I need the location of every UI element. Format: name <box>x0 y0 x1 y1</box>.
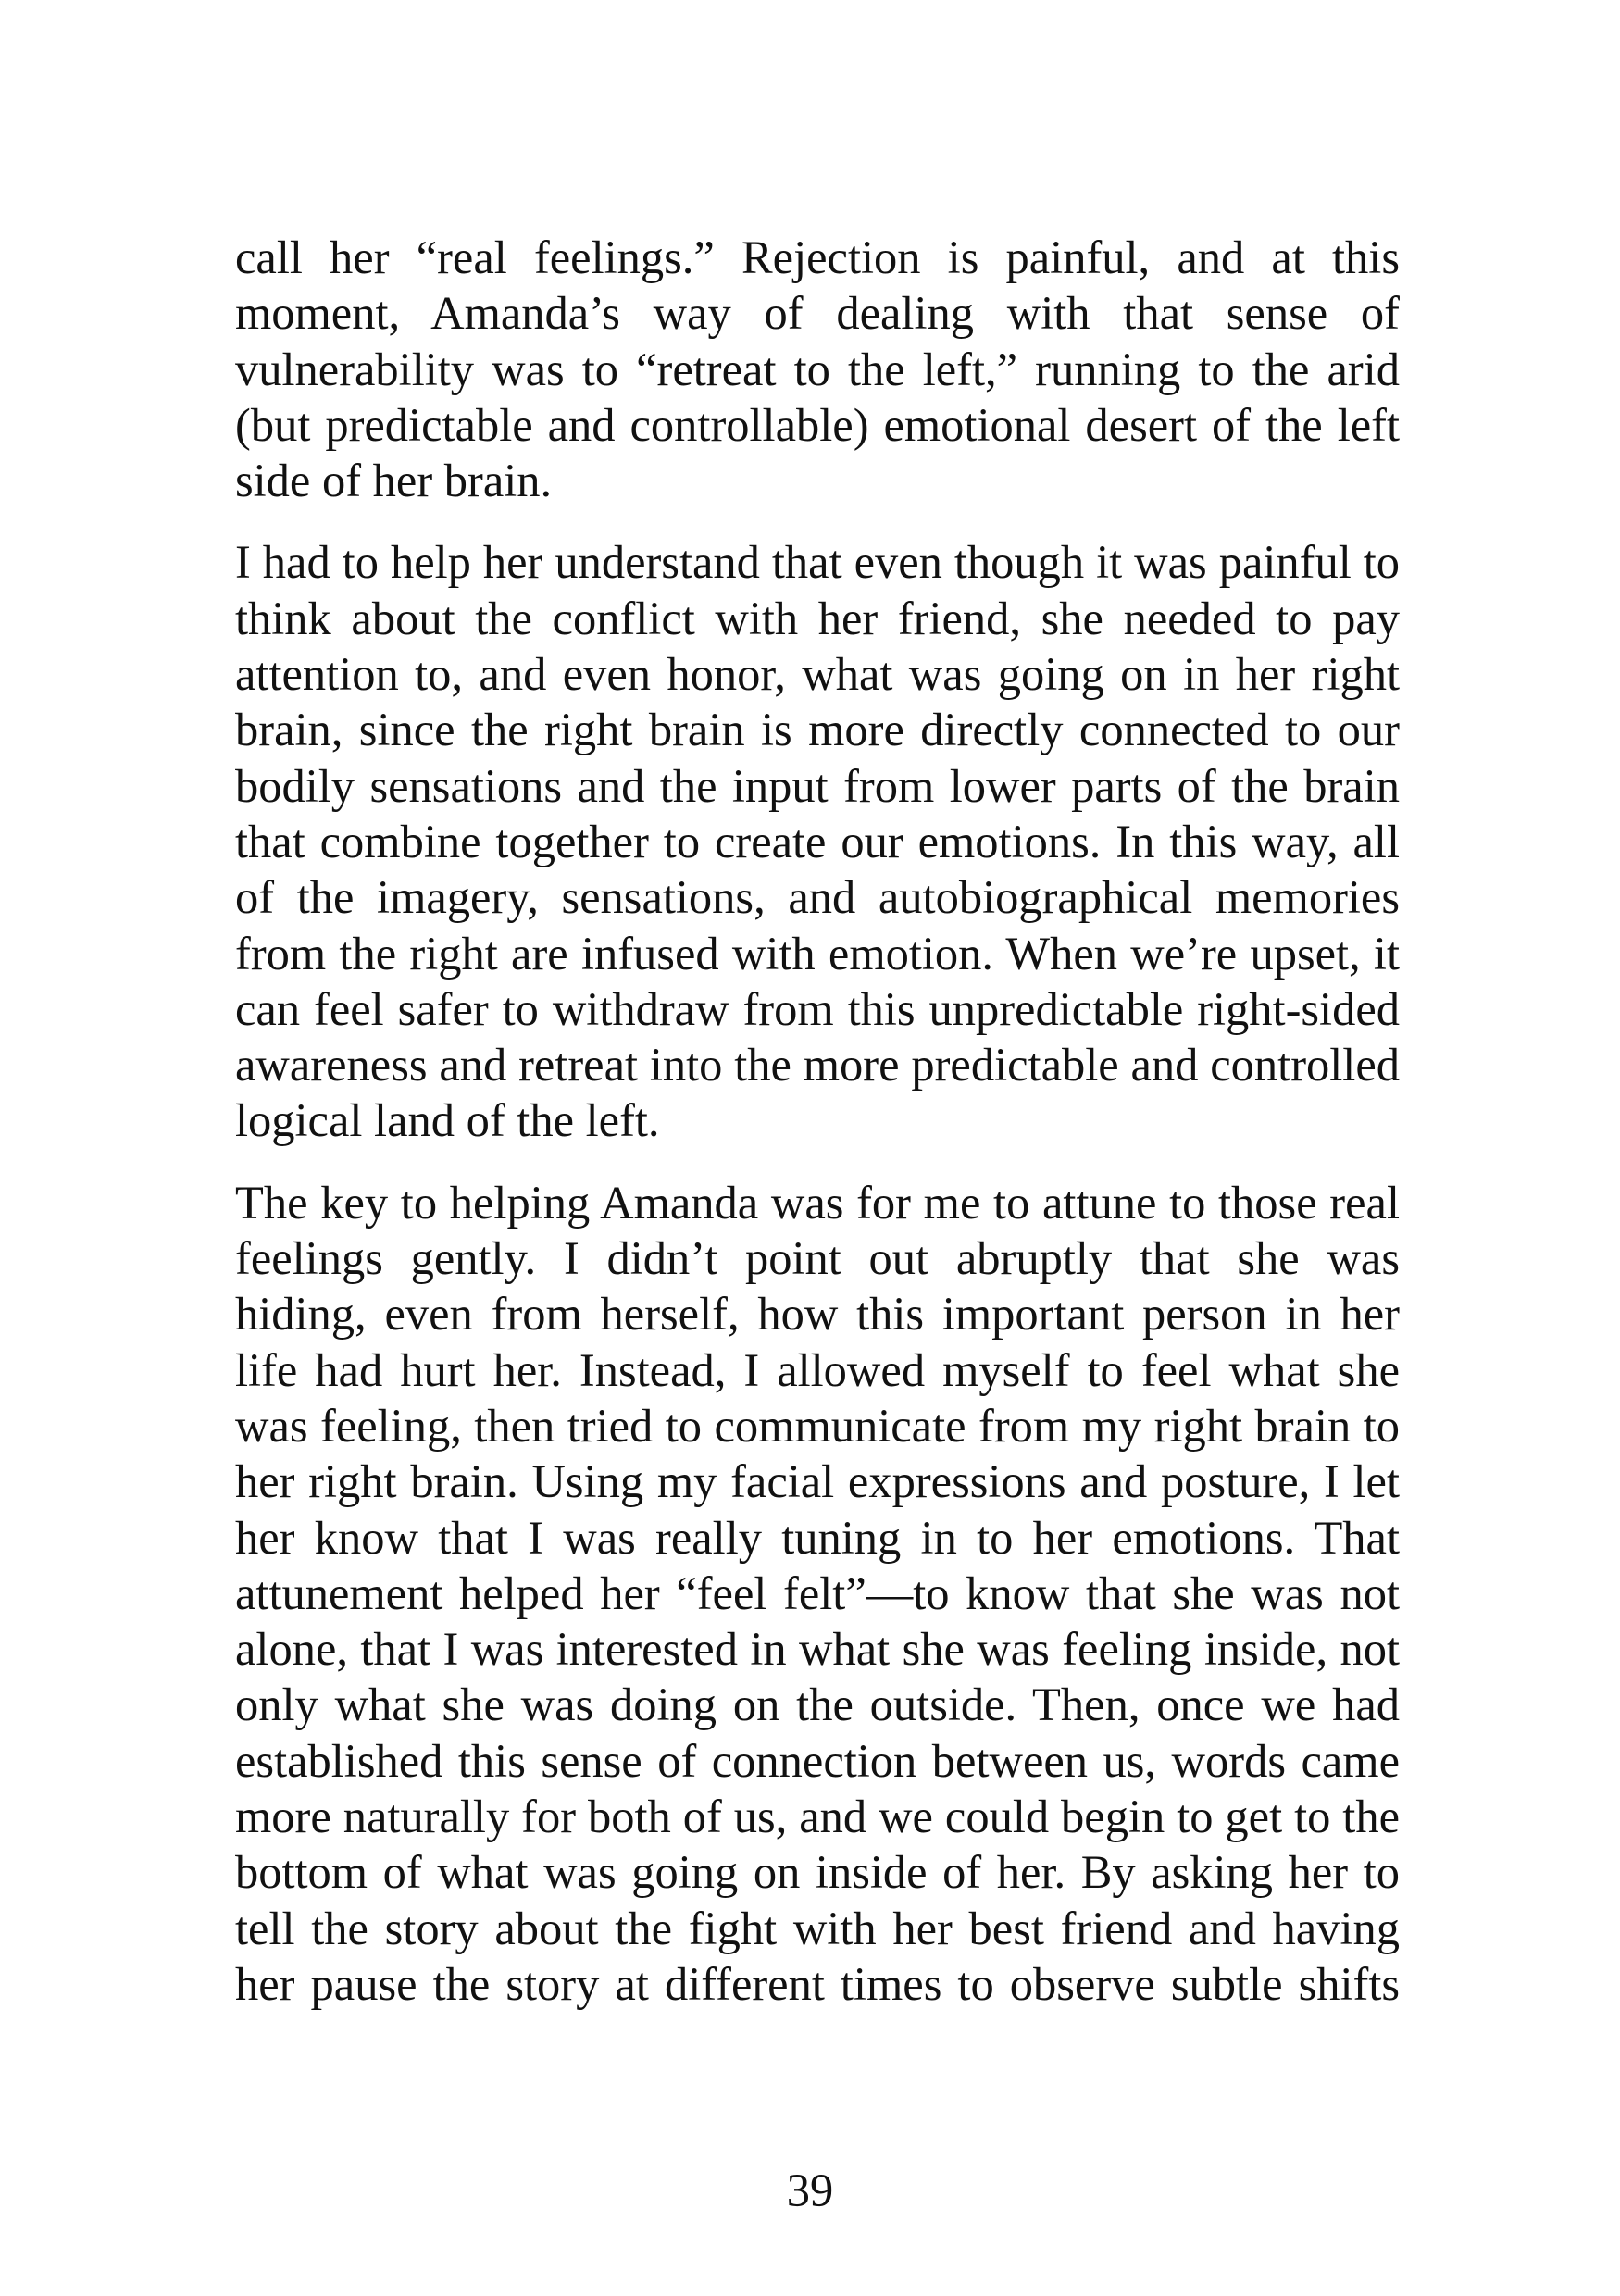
page-number: 39 <box>786 2165 834 2216</box>
paragraph-1: call her “real feelings.” Rejection is painful, and at this moment, Amanda’s way of dealing with that sense of vulnerability was to “retreat to the left,” running to the arid (but predictable and controllable) emotional desert of the left side of her brain. <box>235 231 1400 507</box>
paragraph-2: I had to help her understand that even though it was painful to think about the conflict with her friend, she needed to pay attention to, and even honor, what was going on in her right brain, since the right brain is more directly connected to our bodily sensations and the input from lower parts of the brain that combine together to create our emotions. In this way, all of the imagery, sensations, and autobiographical memories from the right are infused with emotion. When we’re upset, it can feel safer to withdraw from this unpredictable right-sided awareness and retreat into the more predictable and controlled logical land of the left. <box>235 536 1400 1147</box>
body-text <box>235 230 1400 2038</box>
paragraph-3: The key to helping Amanda was for me to attune to those real feelings gently. I didn’t point out abruptly that she was hiding, even from herself, how this important person in her life had hurt her. Instead, I allowed myself to feel what she was feeling, then tried to communicate from my right brain to her right brain. Using my facial expressions and posture, I let her know that I was really tuning in to her emotions. That attunement helped her “feel felt”—to know that she was not alone, that I was interested in what she was feeling inside, not only what she was doing on the outside. Then, once we had established this sense of connection between us, words came more naturally for both of us, and we could begin to get to the bottom of what was going on inside of her. By asking her to tell the story about the fight with her best friend and having her pause the story at different times to observe subtle shifts <box>235 1176 1400 2010</box>
